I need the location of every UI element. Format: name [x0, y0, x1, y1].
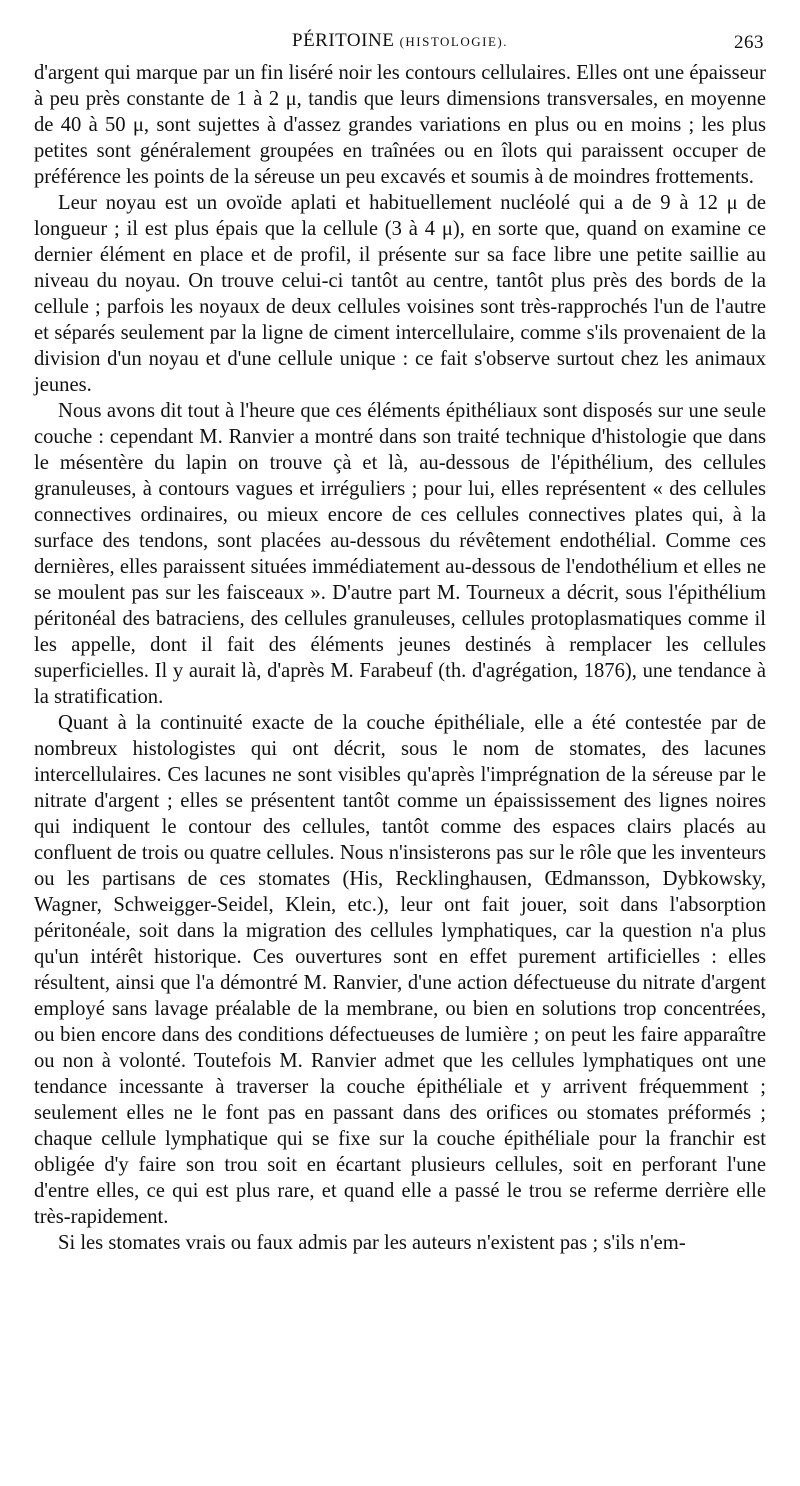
running-title-subtitle: (HISTOLOGIE).: [399, 34, 508, 49]
running-header: [34, 30, 766, 60]
paragraph: Nous avons dit tout à l'heure que ces éléments épithéliaux sont disposés sur une seule couche : cependant M. Ranvier a montré dans son traité technique d'histologie que dans le mésentère du lapin on trouve çà et là, au-dessous de l'épithélium, des cellules granuleuses, à contours vagues et irréguliers ; pour lui, elles représentent « des cellules connectives ordinaires, ou mieux encore de ces cellules connectives plates qui, à la surface des tendons, sont placées au-dessous du révêtement endothélial. Comme ces dernières, elles paraissent situées immédiatement au-dessous de l'endothélium et elles ne se moulent pas sur les faisceaux ». D'autre part M. Tourneux a décrit, sous l'épithélium péritonéal des batraciens, des cellules granuleuses, cellules protoplasmatiques comme il les appelle, dont il fait des éléments jeunes destinés à remplacer les cellules superficielles. Il y aurait là, d'après M. Farabeuf (th. d'agrégation, 1876), une tendance à la stratification.: [34, 400, 766, 708]
paragraph: Quant à la continuité exacte de la couche épithéliale, elle a été contestée par de nombreux histologistes qui ont décrit, sous le nom de stomates, des lacunes intercellulaires. Ces lacunes ne sont visibles qu'après l'imprégnation de la séreuse par le nitrate d'argent ; elles se présentent tantôt comme un épaississement des lignes noires qui indiquent le contour des cellules, tantôt comme des espaces clairs placés au confluent de trois ou quatre cellules. Nous n'insisterons pas sur le rôle que les inventeurs ou les partisans de ces stomates (His, Recklinghausen, Œdmansson, Dybkowsky, Wagner, Schweigger-Seidel, Klein, etc.), leur ont fait jouer, soit dans l'absorption péritonéale, soit dans la migration des cellules lymphatiques, car la question n'a plus qu'un intérêt historique. Ces ouvertures sont en effet purement artificielles : elles résultent, ainsi que l'a démontré M. Ranvier, d'une action défectueuse du nitrate d'argent employé sans lavage préalable de la membrane, ou bien en solutions trop concentrées, ou bien encore dans des conditions défectueuses de lumière ; on peut les faire apparaître ou non à volonté. Toutefois M. Ranvier admet que les cellules lymphatiques ont une tendance incessante à traverser la couche épithéliale et y arrivent fréquemment ; seulement elles ne le font pas en passant dans des orifices ou stomates préformés ; chaque cellule lymphatique qui se fixe sur la couche épithéliale pour la franchir est obligée d'y faire son trou soit en écartant plusieurs cellules, soit en perforant l'une d'entre elles, ce qui est plus rare, et quand elle a passé le trou se referme derrière elle très-rapidement.: [34, 712, 766, 1228]
paragraph: Leur noyau est un ovoïde aplati et habituellement nucléolé qui a de 9 à 12 μ de longueur ; il est plus épais que la cellule (3 à 4 μ), en sorte que, quand on examine ce dernier élément en place et de profil, il présente sur sa face libre une petite saillie au niveau du noyau. On trouve celui-ci tantôt au centre, tantôt plus près des bords de la cellule ; parfois les noyaux de deux cellules voisines sont très-rapprochés l'un de l'autre et séparés seulement par la ligne de ciment intercellulaire, comme s'ils provenaient de la division d'un noyau et d'une cellule unique : ce fait s'observe surtout chez les animaux jeunes.: [34, 192, 766, 396]
body-text: [34, 60, 766, 1256]
document-page: [34, 30, 766, 1256]
running-title: [34, 30, 766, 52]
page-number: 263: [734, 32, 764, 53]
paragraph: Si les stomates vrais ou faux admis par les auteurs n'existent pas ; s'ils n'em-: [58, 1232, 686, 1254]
running-title-main: PÉRITOINE: [292, 30, 395, 51]
paragraph: d'argent qui marque par un fin liséré noir les contours cellulaires. Elles ont une épaisseur à peu près constante de 1 à 2 μ, tandis que leurs dimensions transversales, en moyenne de 40 à 50 μ, sont sujettes à d'assez grandes variations en plus ou en moins ; les plus petites sont généralement groupées en traînées ou en îlots qui paraissent occuper de préférence les points de la séreuse un peu excavés et soumis à de moindres frottements.: [34, 62, 766, 188]
